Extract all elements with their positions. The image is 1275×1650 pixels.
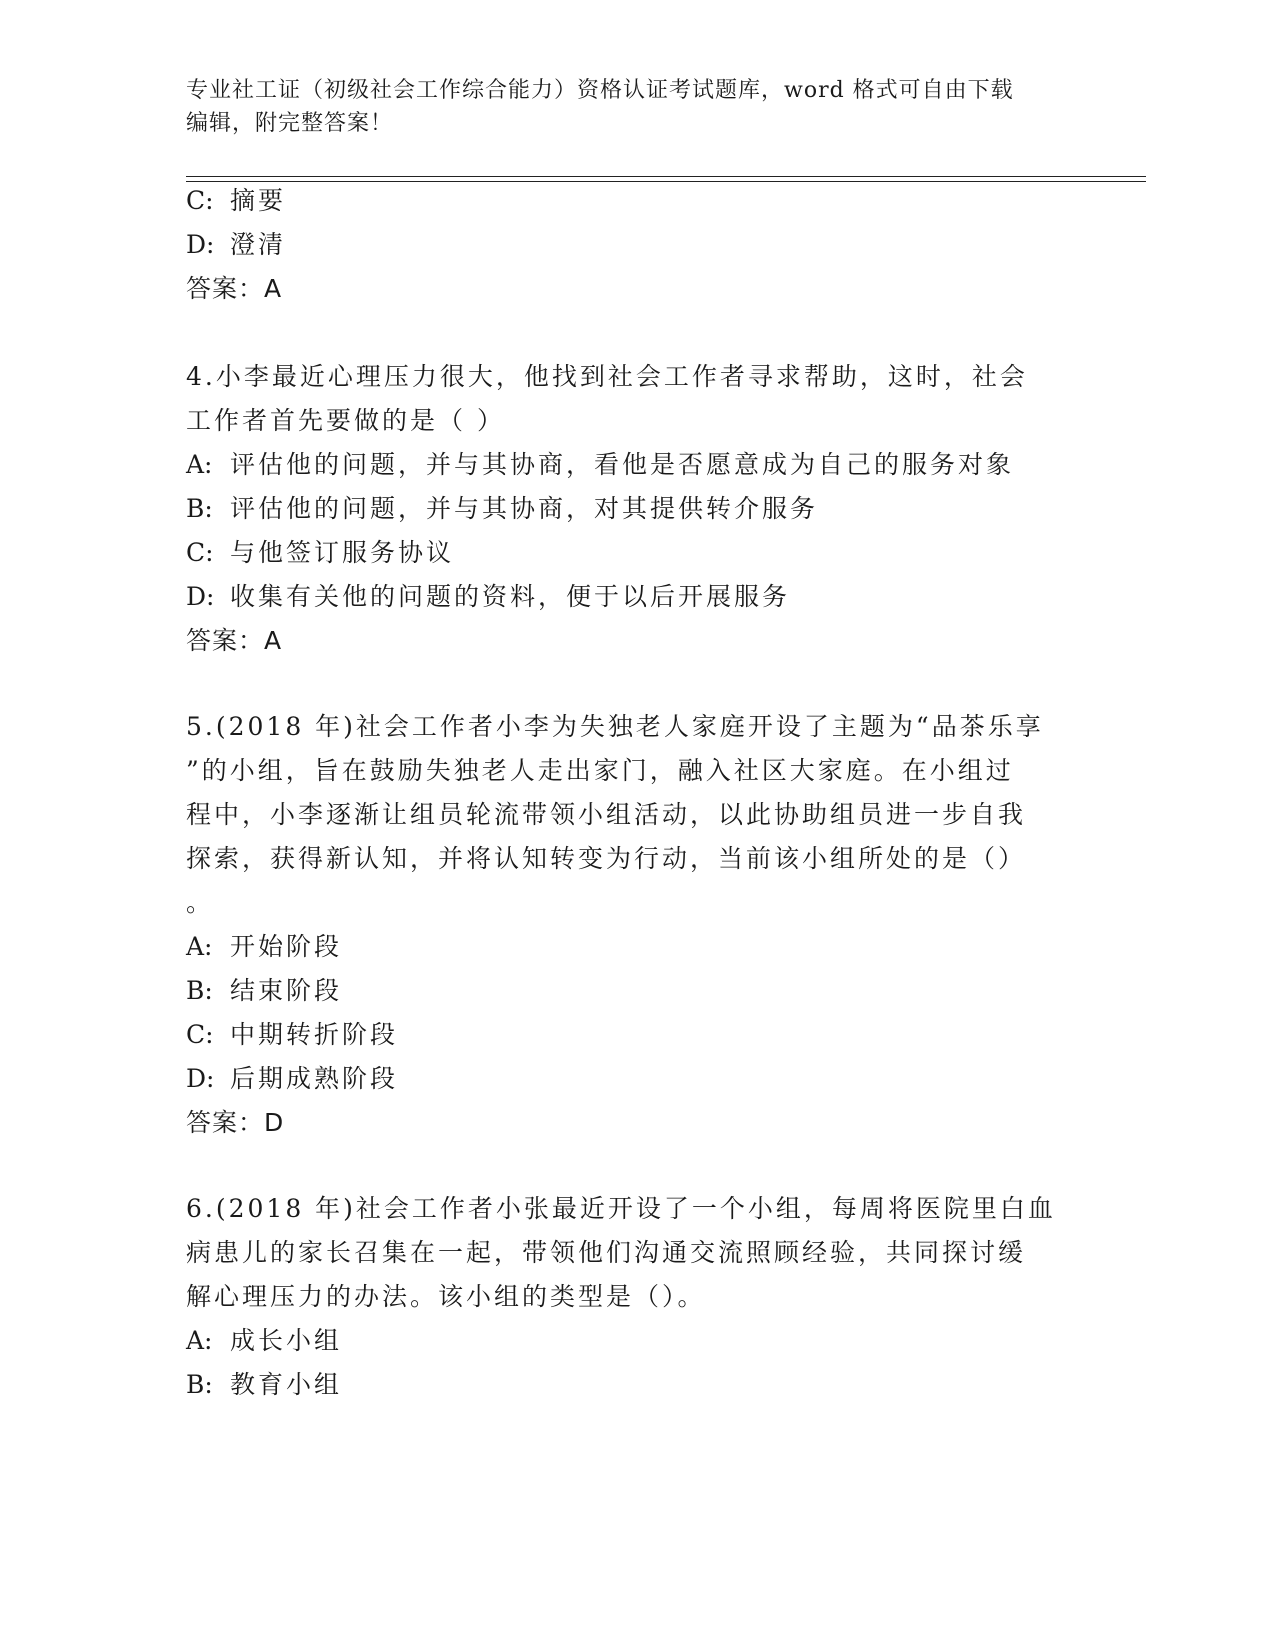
header-divider-bottom xyxy=(186,181,1146,182)
q5-stem-line-2: ”的小组，旨在鼓励失独老人走出家门，融入社区大家庭。在小组过 xyxy=(186,756,1014,785)
q3-option-d xyxy=(186,228,286,262)
option-text: 摘要 xyxy=(230,186,287,215)
header-line-2: 编辑，附完整答案！ xyxy=(186,111,394,136)
option-letter: D: xyxy=(186,582,215,611)
option-text: 开始阶段 xyxy=(230,932,343,961)
q4-option-a xyxy=(186,448,1014,482)
q5-stem-line-1: 5.(2018 年)社会工作者小李为失独老人家庭开设了主题为“品茶乐享 xyxy=(186,712,1044,741)
q6-stem-line-2: 病患儿的家长召集在一起，带领他们沟通交流照顾经验，共同探讨缓 xyxy=(186,1238,1027,1267)
option-text: 澄清 xyxy=(230,230,287,259)
option-text: 成长小组 xyxy=(230,1326,343,1355)
q5-answer: 答案：D xyxy=(186,1108,285,1137)
q3-answer: 答案：A xyxy=(186,274,283,303)
q5-stem-line-5: 。 xyxy=(186,888,215,917)
option-text: 中期转折阶段 xyxy=(230,1020,399,1049)
option-text: 评估他的问题，并与其协商，对其提供转介服务 xyxy=(230,494,819,523)
q5-option-d xyxy=(186,1062,398,1096)
option-letter: B: xyxy=(186,976,213,1005)
q3-option-c xyxy=(186,184,286,218)
q5-option-b xyxy=(186,974,342,1008)
option-letter: D: xyxy=(186,1064,215,1093)
header-divider-top xyxy=(186,176,1146,177)
option-text: 结束阶段 xyxy=(230,976,343,1005)
option-letter: B: xyxy=(186,494,213,523)
q6-option-a xyxy=(186,1324,342,1358)
option-letter: C: xyxy=(186,538,214,567)
q4-stem-line-1: 4.小李最近心理压力很大，他找到社会工作者寻求帮助，这时，社会 xyxy=(186,362,1028,391)
q4-option-c xyxy=(186,536,454,570)
option-text: 收集有关他的问题的资料，便于以后开展服务 xyxy=(230,582,791,611)
q4-option-b xyxy=(186,492,818,526)
q5-option-a xyxy=(186,930,342,964)
option-text: 后期成熟阶段 xyxy=(230,1064,399,1093)
option-letter: C: xyxy=(186,1020,214,1049)
page-header xyxy=(186,74,1066,140)
header-line-1: 专业社工证（初级社会工作综合能力）资格认证考试题库，word 格式可自由下载 xyxy=(186,78,1014,103)
q6-stem-line-3: 解心理压力的办法。该小组的类型是（）。 xyxy=(186,1282,706,1311)
option-text: 教育小组 xyxy=(230,1370,343,1399)
option-letter: A: xyxy=(186,450,213,479)
q5-stem-line-3: 程中，小李逐渐让组员轮流带领小组活动，以此协助组员进一步自我 xyxy=(186,800,1027,829)
option-letter: A: xyxy=(186,1326,213,1355)
q5-stem-line-4: 探索，获得新认知，并将认知转变为行动，当前该小组所处的是（） xyxy=(186,844,1027,873)
option-letter: D: xyxy=(186,230,215,259)
q5-option-c xyxy=(186,1018,398,1052)
q4-answer: 答案：A xyxy=(186,626,283,655)
option-letter: B: xyxy=(186,1370,213,1399)
option-text: 评估他的问题，并与其协商，看他是否愿意成为自己的服务对象 xyxy=(230,450,1015,479)
option-letter: A: xyxy=(186,932,213,961)
q4-stem-line-2: 工作者首先要做的是（ ） xyxy=(186,406,505,435)
q4-option-d xyxy=(186,580,790,614)
option-text: 与他签订服务协议 xyxy=(230,538,455,567)
q6-stem-line-1: 6.(2018 年)社会工作者小张最近开设了一个小组，每周将医院里白血 xyxy=(186,1194,1056,1223)
q6-option-b xyxy=(186,1368,342,1402)
option-letter: C: xyxy=(186,186,214,215)
